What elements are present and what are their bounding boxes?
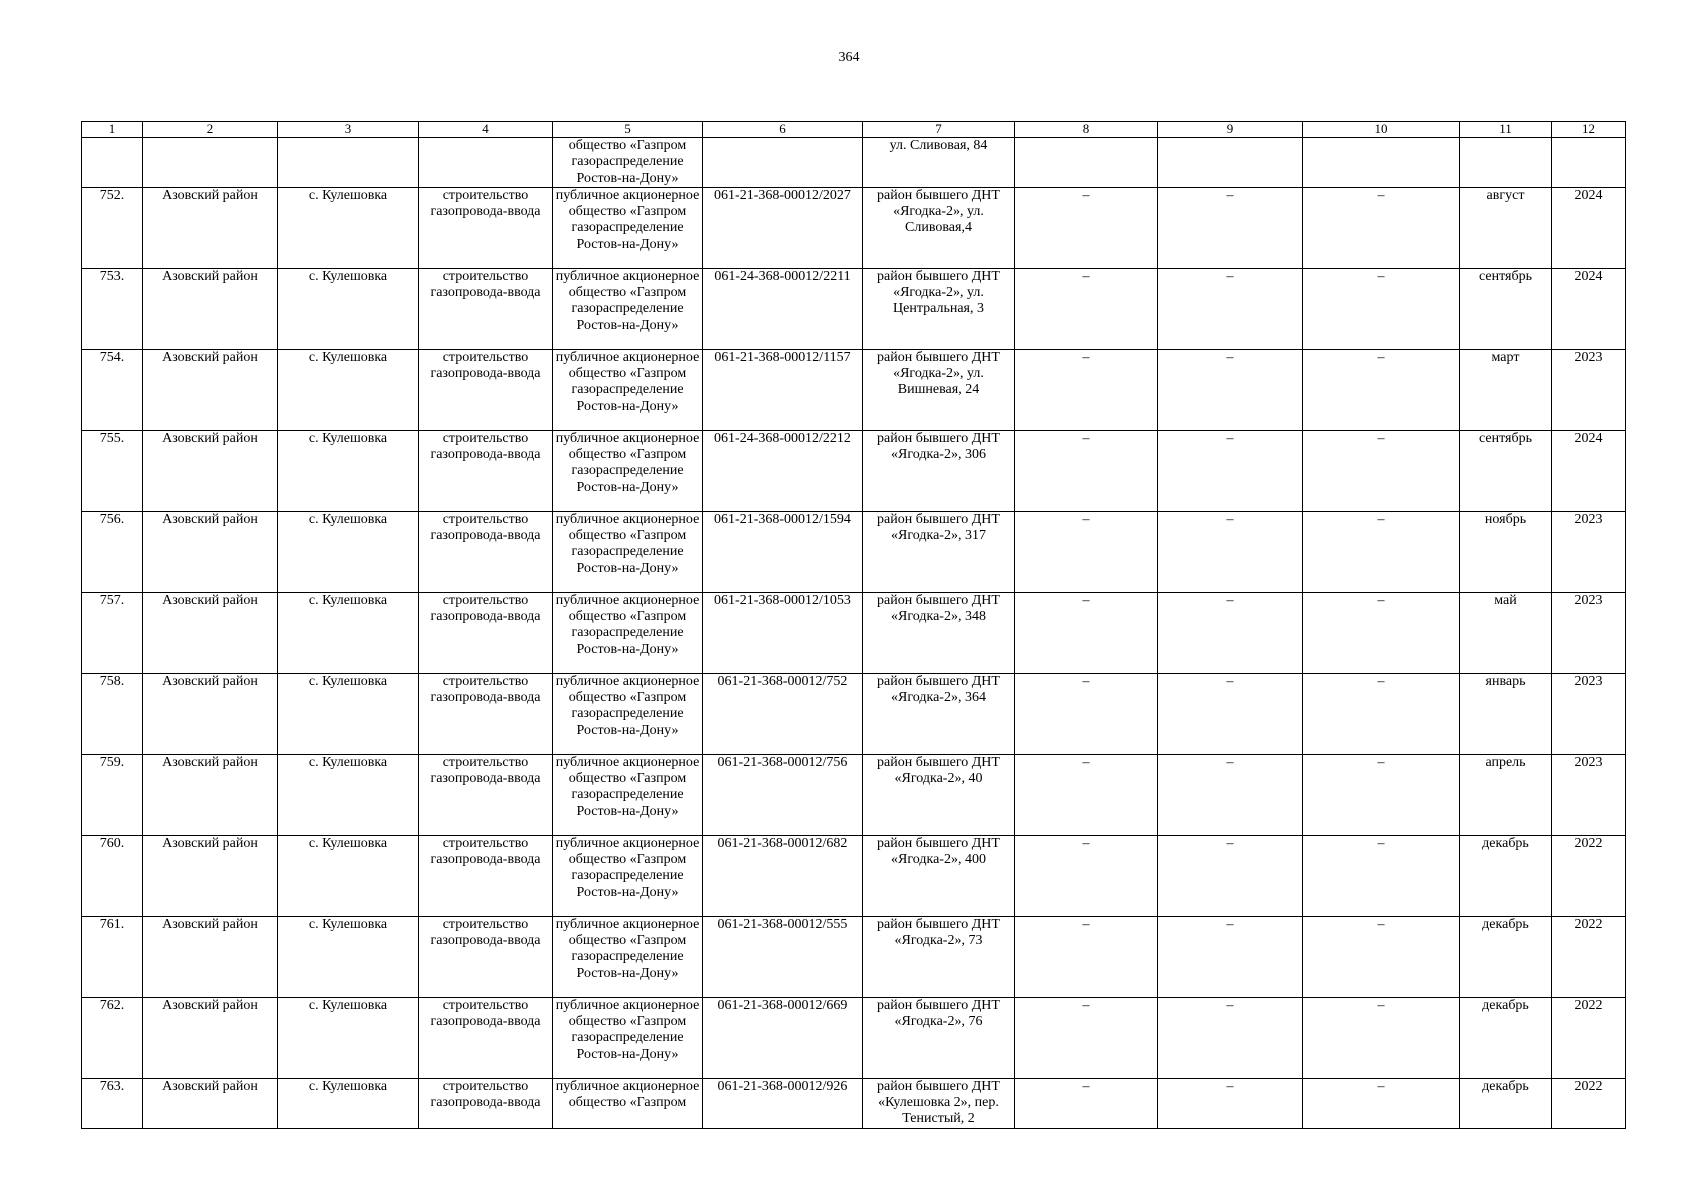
cell-col8: – xyxy=(1015,754,1158,835)
table-row xyxy=(82,916,1626,997)
cell-col9: – xyxy=(1158,349,1303,430)
cell-district: Азовский район xyxy=(143,835,278,916)
cell-month: декабрь xyxy=(1460,916,1552,997)
cell-organization: публичное акционерное общество «Газпром газораспределение Ростов-на-Дону» xyxy=(553,916,703,997)
cell-col8: – xyxy=(1015,673,1158,754)
cell-code: 061-21-368-00012/2027 xyxy=(703,187,863,268)
cell-code: 061-21-368-00012/756 xyxy=(703,754,863,835)
cell-month: декабрь xyxy=(1460,1078,1552,1128)
registry-table xyxy=(81,121,1626,1129)
cell-code: 061-24-368-00012/2211 xyxy=(703,268,863,349)
cell-organization: общество «Газпром газораспределение Ростов-на-Дону» xyxy=(553,138,703,188)
cell-district: Азовский район xyxy=(143,916,278,997)
cell-work-type: строительство газопровода-ввода xyxy=(419,754,553,835)
cell-col8: – xyxy=(1015,187,1158,268)
cell xyxy=(1552,138,1626,188)
column-number: 5 xyxy=(553,122,703,138)
column-number: 1 xyxy=(82,122,143,138)
cell-month: ноябрь xyxy=(1460,511,1552,592)
cell-col9: – xyxy=(1158,673,1303,754)
cell-year: 2022 xyxy=(1552,997,1626,1078)
cell xyxy=(1015,138,1158,188)
cell-col10: – xyxy=(1303,835,1460,916)
cell-organization: публичное акционерное общество «Газпром газораспределение Ростов-на-Дону» xyxy=(553,511,703,592)
cell-row-number: 756. xyxy=(82,511,143,592)
cell-work-type: строительство газопровода-ввода xyxy=(419,349,553,430)
cell-code: 061-21-368-00012/1594 xyxy=(703,511,863,592)
cell-row-number: 755. xyxy=(82,430,143,511)
cell-work-type: строительство газопровода-ввода xyxy=(419,835,553,916)
table-row xyxy=(82,1078,1626,1128)
cell-code: 061-21-368-00012/1053 xyxy=(703,592,863,673)
cell-col10: – xyxy=(1303,754,1460,835)
cell-row-number: 760. xyxy=(82,835,143,916)
table-row xyxy=(82,187,1626,268)
cell-col8: – xyxy=(1015,268,1158,349)
cell-row-number: 752. xyxy=(82,187,143,268)
cell-district: Азовский район xyxy=(143,511,278,592)
cell-col10: – xyxy=(1303,187,1460,268)
cell-address: район бывшего ДНТ «Ягодка-2», 306 xyxy=(863,430,1015,511)
cell-row-number: 759. xyxy=(82,754,143,835)
column-number: 10 xyxy=(1303,122,1460,138)
cell-work-type: строительство газопровода-ввода xyxy=(419,916,553,997)
cell-col10: – xyxy=(1303,673,1460,754)
cell-year: 2024 xyxy=(1552,430,1626,511)
cell-address: район бывшего ДНТ «Кулешовка 2», пер. Тенистый, 2 xyxy=(863,1078,1015,1128)
cell-row-number: 753. xyxy=(82,268,143,349)
cell xyxy=(1460,138,1552,188)
cell-address: район бывшего ДНТ «Ягодка-2», 400 xyxy=(863,835,1015,916)
cell-organization: публичное акционерное общество «Газпром газораспределение Ростов-на-Дону» xyxy=(553,754,703,835)
continuation-row xyxy=(82,138,1626,188)
cell-month: декабрь xyxy=(1460,835,1552,916)
cell-district: Азовский район xyxy=(143,268,278,349)
cell-district: Азовский район xyxy=(143,349,278,430)
cell-settlement: с. Кулешовка xyxy=(278,673,419,754)
cell-district: Азовский район xyxy=(143,430,278,511)
cell-col9: – xyxy=(1158,268,1303,349)
cell-code: 061-21-368-00012/752 xyxy=(703,673,863,754)
cell-year: 2023 xyxy=(1552,511,1626,592)
cell-col10: – xyxy=(1303,592,1460,673)
cell-month: сентябрь xyxy=(1460,430,1552,511)
cell xyxy=(82,138,143,188)
cell-month: август xyxy=(1460,187,1552,268)
column-number: 6 xyxy=(703,122,863,138)
cell-year: 2022 xyxy=(1552,916,1626,997)
cell-year: 2022 xyxy=(1552,835,1626,916)
cell-col8: – xyxy=(1015,1078,1158,1128)
cell-address: район бывшего ДНТ «Ягодка-2», 73 xyxy=(863,916,1015,997)
column-number-row xyxy=(82,122,1626,138)
cell-col9: – xyxy=(1158,187,1303,268)
cell-district: Азовский район xyxy=(143,673,278,754)
cell-address: район бывшего ДНТ «Ягодка-2», 364 xyxy=(863,673,1015,754)
column-number: 3 xyxy=(278,122,419,138)
table-row xyxy=(82,511,1626,592)
cell-settlement: с. Кулешовка xyxy=(278,1078,419,1128)
cell-organization: публичное акционерное общество «Газпром газораспределение Ростов-на-Дону» xyxy=(553,673,703,754)
cell-row-number: 761. xyxy=(82,916,143,997)
cell-col8: – xyxy=(1015,430,1158,511)
cell-address: район бывшего ДНТ «Ягодка-2», 76 xyxy=(863,997,1015,1078)
cell-year: 2023 xyxy=(1552,673,1626,754)
table-row xyxy=(82,592,1626,673)
column-number: 7 xyxy=(863,122,1015,138)
column-number: 11 xyxy=(1460,122,1552,138)
cell-month: апрель xyxy=(1460,754,1552,835)
cell-row-number: 763. xyxy=(82,1078,143,1128)
cell-organization: публичное акционерное общество «Газпром газораспределение Ростов-на-Дону» xyxy=(553,430,703,511)
cell-organization: публичное акционерное общество «Газпром газораспределение Ростов-на-Дону» xyxy=(553,187,703,268)
cell-organization: публичное акционерное общество «Газпром газораспределение Ростов-на-Дону» xyxy=(553,835,703,916)
cell-code: 061-21-368-00012/555 xyxy=(703,916,863,997)
cell-district: Азовский район xyxy=(143,997,278,1078)
table-row xyxy=(82,349,1626,430)
table-row xyxy=(82,754,1626,835)
cell-organization: публичное акционерное общество «Газпром газораспределение Ростов-на-Дону» xyxy=(553,349,703,430)
column-number: 8 xyxy=(1015,122,1158,138)
cell-year: 2023 xyxy=(1552,592,1626,673)
cell-organization: публичное акционерное общество «Газпром xyxy=(553,1078,703,1128)
cell-col8: – xyxy=(1015,349,1158,430)
cell-settlement: с. Кулешовка xyxy=(278,268,419,349)
cell-col9: – xyxy=(1158,997,1303,1078)
cell-col10: – xyxy=(1303,511,1460,592)
cell-col8: – xyxy=(1015,511,1158,592)
cell-code: 061-21-368-00012/926 xyxy=(703,1078,863,1128)
cell-col8: – xyxy=(1015,592,1158,673)
cell-organization: публичное акционерное общество «Газпром газораспределение Ростов-на-Дону» xyxy=(553,997,703,1078)
column-number: 4 xyxy=(419,122,553,138)
cell xyxy=(703,138,863,188)
cell-settlement: с. Кулешовка xyxy=(278,916,419,997)
cell-district: Азовский район xyxy=(143,187,278,268)
cell-col10: – xyxy=(1303,997,1460,1078)
cell-col8: – xyxy=(1015,916,1158,997)
cell-col8: – xyxy=(1015,835,1158,916)
cell-row-number: 758. xyxy=(82,673,143,754)
cell-col9: – xyxy=(1158,430,1303,511)
cell xyxy=(1158,138,1303,188)
table-row xyxy=(82,430,1626,511)
cell-row-number: 762. xyxy=(82,997,143,1078)
cell-district: Азовский район xyxy=(143,1078,278,1128)
cell-settlement: с. Кулешовка xyxy=(278,997,419,1078)
cell-col10: – xyxy=(1303,268,1460,349)
cell-year: 2022 xyxy=(1552,1078,1626,1128)
cell-organization: публичное акционерное общество «Газпром газораспределение Ростов-на-Дону» xyxy=(553,592,703,673)
cell-district: Азовский район xyxy=(143,592,278,673)
cell-col9: – xyxy=(1158,916,1303,997)
cell-row-number: 757. xyxy=(82,592,143,673)
cell-settlement: с. Кулешовка xyxy=(278,187,419,268)
cell-district: Азовский район xyxy=(143,754,278,835)
cell-work-type: строительство газопровода-ввода xyxy=(419,1078,553,1128)
cell xyxy=(143,138,278,188)
table-row xyxy=(82,673,1626,754)
cell-month: май xyxy=(1460,592,1552,673)
column-number: 2 xyxy=(143,122,278,138)
cell-address: район бывшего ДНТ «Ягодка-2», 40 xyxy=(863,754,1015,835)
cell-code: 061-24-368-00012/2212 xyxy=(703,430,863,511)
cell-settlement: с. Кулешовка xyxy=(278,592,419,673)
cell-work-type: строительство газопровода-ввода xyxy=(419,673,553,754)
cell-year: 2023 xyxy=(1552,349,1626,430)
cell-work-type: строительство газопровода-ввода xyxy=(419,997,553,1078)
cell-organization: публичное акционерное общество «Газпром газораспределение Ростов-на-Дону» xyxy=(553,268,703,349)
cell-work-type: строительство газопровода-ввода xyxy=(419,592,553,673)
cell xyxy=(278,138,419,188)
cell-col10: – xyxy=(1303,430,1460,511)
cell-settlement: с. Кулешовка xyxy=(278,511,419,592)
cell-settlement: с. Кулешовка xyxy=(278,349,419,430)
cell-address: район бывшего ДНТ «Ягодка-2», 317 xyxy=(863,511,1015,592)
table-row xyxy=(82,997,1626,1078)
cell-address: район бывшего ДНТ «Ягодка-2», ул. Центральная, 3 xyxy=(863,268,1015,349)
page-number: 364 xyxy=(838,50,860,65)
cell-year: 2024 xyxy=(1552,268,1626,349)
cell-code: 061-21-368-00012/1157 xyxy=(703,349,863,430)
cell-code: 061-21-368-00012/669 xyxy=(703,997,863,1078)
cell-address: район бывшего ДНТ «Ягодка-2», 348 xyxy=(863,592,1015,673)
cell-month: сентябрь xyxy=(1460,268,1552,349)
table-row xyxy=(82,268,1626,349)
cell-work-type: строительство газопровода-ввода xyxy=(419,511,553,592)
cell-year: 2024 xyxy=(1552,187,1626,268)
cell-month: январь xyxy=(1460,673,1552,754)
cell-address: ул. Сливовая, 84 xyxy=(863,138,1015,188)
cell-col9: – xyxy=(1158,835,1303,916)
cell-address: район бывшего ДНТ «Ягодка-2», ул. Сливовая,4 xyxy=(863,187,1015,268)
cell-work-type: строительство газопровода-ввода xyxy=(419,187,553,268)
column-number: 9 xyxy=(1158,122,1303,138)
cell-month: декабрь xyxy=(1460,997,1552,1078)
cell-code: 061-21-368-00012/682 xyxy=(703,835,863,916)
cell-col9: – xyxy=(1158,511,1303,592)
cell-month: март xyxy=(1460,349,1552,430)
cell-settlement: с. Кулешовка xyxy=(278,754,419,835)
cell-col9: – xyxy=(1158,754,1303,835)
cell-year: 2023 xyxy=(1552,754,1626,835)
cell-col10: – xyxy=(1303,349,1460,430)
cell-col8: – xyxy=(1015,997,1158,1078)
cell-settlement: с. Кулешовка xyxy=(278,835,419,916)
table-row xyxy=(82,835,1626,916)
cell-settlement: с. Кулешовка xyxy=(278,430,419,511)
cell-col10: – xyxy=(1303,916,1460,997)
cell xyxy=(1303,138,1460,188)
cell-work-type: строительство газопровода-ввода xyxy=(419,430,553,511)
cell-work-type: строительство газопровода-ввода xyxy=(419,268,553,349)
cell xyxy=(419,138,553,188)
column-number: 12 xyxy=(1552,122,1626,138)
cell-col9: – xyxy=(1158,592,1303,673)
cell-col10: – xyxy=(1303,1078,1460,1128)
cell-row-number: 754. xyxy=(82,349,143,430)
cell-col9: – xyxy=(1158,1078,1303,1128)
cell-address: район бывшего ДНТ «Ягодка-2», ул. Вишневая, 24 xyxy=(863,349,1015,430)
